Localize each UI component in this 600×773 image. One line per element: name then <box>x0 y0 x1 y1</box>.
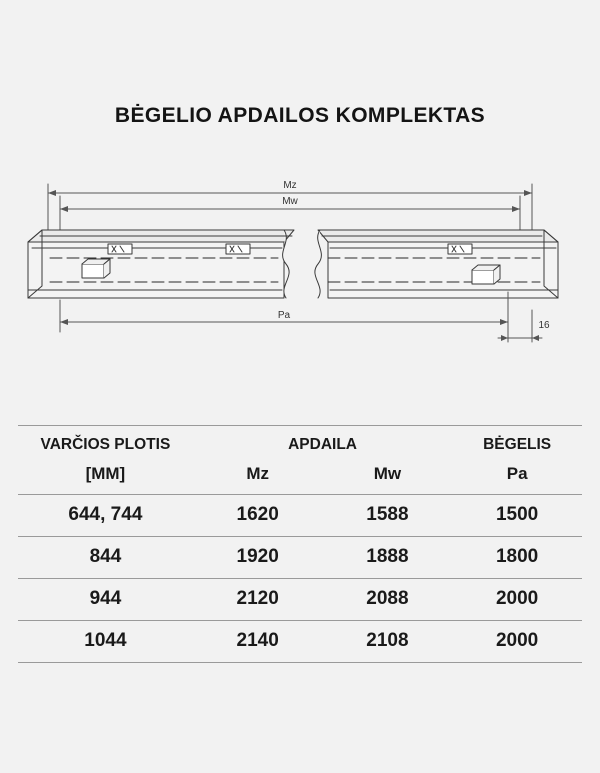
cell-mz: 1920 <box>193 537 323 579</box>
group-header-varcios-plotis: VARČIOS PLOTIS <box>18 426 193 461</box>
column-header-mz: Mz <box>193 460 323 495</box>
rail-carrier-1 <box>108 244 132 254</box>
cell-width: 944 <box>18 579 193 621</box>
table-row <box>18 495 582 537</box>
dimension-label-pa: Pa <box>277 310 291 321</box>
table-group-header-row <box>18 426 582 461</box>
cell-mw: 2108 <box>323 621 453 663</box>
rail-end-stop-left <box>82 259 110 278</box>
group-header-apdaila: APDAILA <box>193 426 452 461</box>
cell-mw: 1588 <box>323 495 453 537</box>
spec-table <box>18 425 582 663</box>
technical-drawing <box>20 160 580 360</box>
rail-right-body <box>315 230 558 298</box>
spec-table-container <box>18 425 582 663</box>
rail-end-stop-right <box>472 265 500 284</box>
table-column-header-row <box>18 460 582 495</box>
table-row <box>18 537 582 579</box>
table-row <box>18 621 582 663</box>
drawing-svg <box>20 160 580 360</box>
table-row <box>18 579 582 621</box>
cell-width: 844 <box>18 537 193 579</box>
column-header-mw: Mw <box>323 460 453 495</box>
cell-pa: 1800 <box>452 537 582 579</box>
rail-left-body <box>28 230 294 298</box>
dimension-label-mw: Mw <box>282 196 298 207</box>
cell-mz: 2120 <box>193 579 323 621</box>
cell-pa: 2000 <box>452 579 582 621</box>
group-header-begelis: BĖGELIS <box>452 426 582 461</box>
page-title: BĖGELIO APDAILOS KOMPLEKTAS <box>114 104 486 127</box>
cell-pa: 1500 <box>452 495 582 537</box>
cell-mz: 1620 <box>193 495 323 537</box>
cell-width: 644, 744 <box>18 495 193 537</box>
cell-mw: 1888 <box>323 537 453 579</box>
rail-carrier-3 <box>448 244 472 254</box>
dimension-label-mz: Mz <box>283 180 297 191</box>
rail-carrier-2 <box>226 244 250 254</box>
cell-pa: 2000 <box>452 621 582 663</box>
dimension-label-thickness: 16 <box>538 320 550 331</box>
cell-mw: 2088 <box>323 579 453 621</box>
dimension-thickness <box>498 310 542 342</box>
column-header-mm: [MM] <box>18 460 193 495</box>
column-header-pa: Pa <box>452 460 582 495</box>
cell-width: 1044 <box>18 621 193 663</box>
cell-mz: 2140 <box>193 621 323 663</box>
